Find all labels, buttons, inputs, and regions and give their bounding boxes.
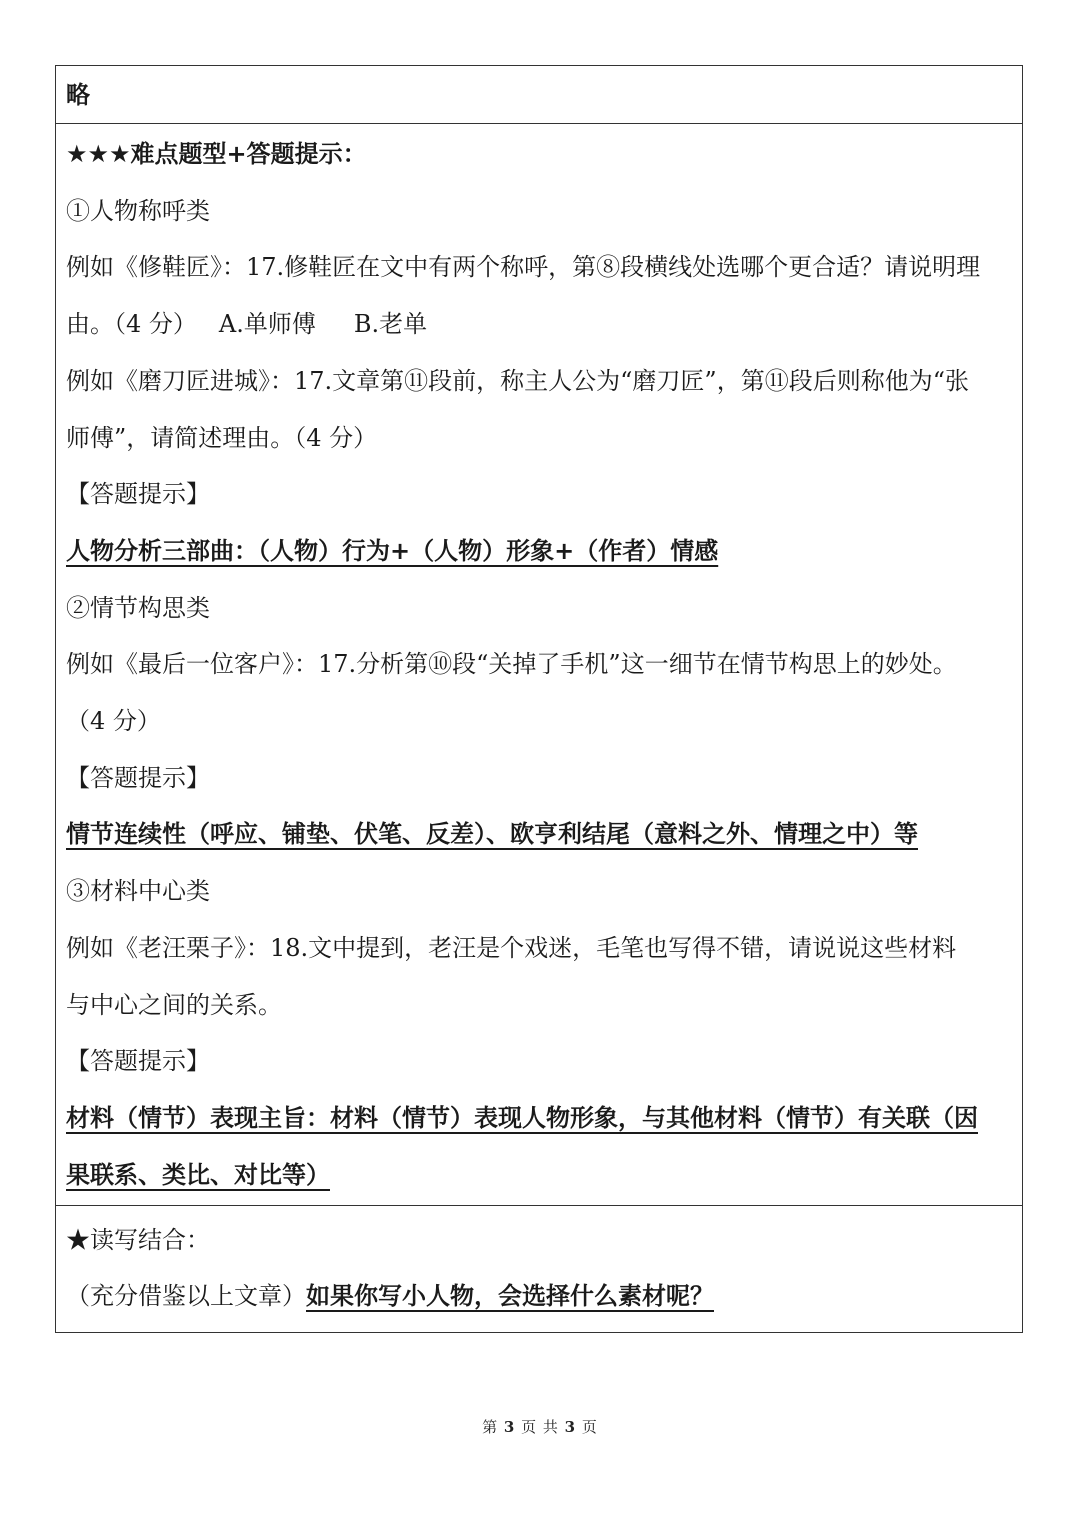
example-line [66, 296, 1012, 353]
hint-text: 人物分析三部曲：（人物）行为+（人物）形象+（作者）情感 [66, 536, 719, 565]
hint-text: 果联系、类比、对比等） [66, 1160, 330, 1189]
example-line: 师傅”，请简述理由。（4 分） [66, 423, 378, 452]
option-b: B.老单 [353, 310, 428, 339]
hint-label: 【答题提示】 [66, 763, 210, 792]
section-title-address: ①人物称呼类 [66, 196, 210, 225]
question-text: 如果你写小人物，会选择什么素材呢？ [306, 1282, 714, 1311]
omitted-row [56, 66, 1022, 124]
hint-label: 【答题提示】 [66, 1047, 210, 1076]
worksheet-table [55, 65, 1023, 1333]
example-line: 与中心之间的关系。 [66, 990, 282, 1019]
difficulty-heading: ★★★难点题型+答题提示： [66, 140, 367, 168]
reading-writing-heading: ★读写结合： [66, 1226, 210, 1255]
current-page: 3 [503, 1418, 516, 1436]
option-a: A.单师傅 [218, 310, 316, 339]
example-line: 例如《修鞋匠》：17.修鞋匠在文中有两个称呼，第⑧段横线处选哪个更合适？请说明理 [66, 253, 981, 282]
section-title-plot: ②情节构思类 [66, 593, 210, 622]
omitted-text: 略 [66, 81, 90, 109]
total-pages: 3 [564, 1418, 577, 1436]
hint-text: 情节连续性（呼应、铺垫、伏笔、反差）、欧亨利结尾（意料之外、情理之中）等 [66, 820, 918, 849]
example-line: 例如《老汪栗子》：18.文中提到，老汪是个戏迷，毛笔也写得不错，请说说这些材料 [66, 933, 957, 962]
example-line-text: 由。（4 分） [66, 310, 197, 339]
page-number: 第 3 页 共 3 页 [482, 1418, 598, 1436]
example-line: 例如《最后一位客户》：17.分析第⑩段“关掉了手机”这一细节在情节构思上的妙处。 [66, 650, 957, 679]
difficulty-section [56, 124, 1022, 1206]
reading-writing-section [56, 1206, 1022, 1332]
reading-writing-question [66, 1268, 1012, 1324]
section-title-material: ③材料中心类 [66, 877, 210, 906]
hint-label: 【答题提示】 [66, 480, 210, 509]
hint-text: 材料（情节）表现主旨：材料（情节）表现人物形象，与其他材料（情节）有关联（因 [66, 1103, 978, 1132]
question-prefix: （充分借鉴以上文章） [66, 1282, 306, 1311]
example-line: 例如《磨刀匠进城》：17.文章第⑪段前，称主人公为“磨刀匠”，第⑪段后则称他为“张 [66, 366, 969, 395]
example-line: （4 分） [66, 707, 161, 736]
